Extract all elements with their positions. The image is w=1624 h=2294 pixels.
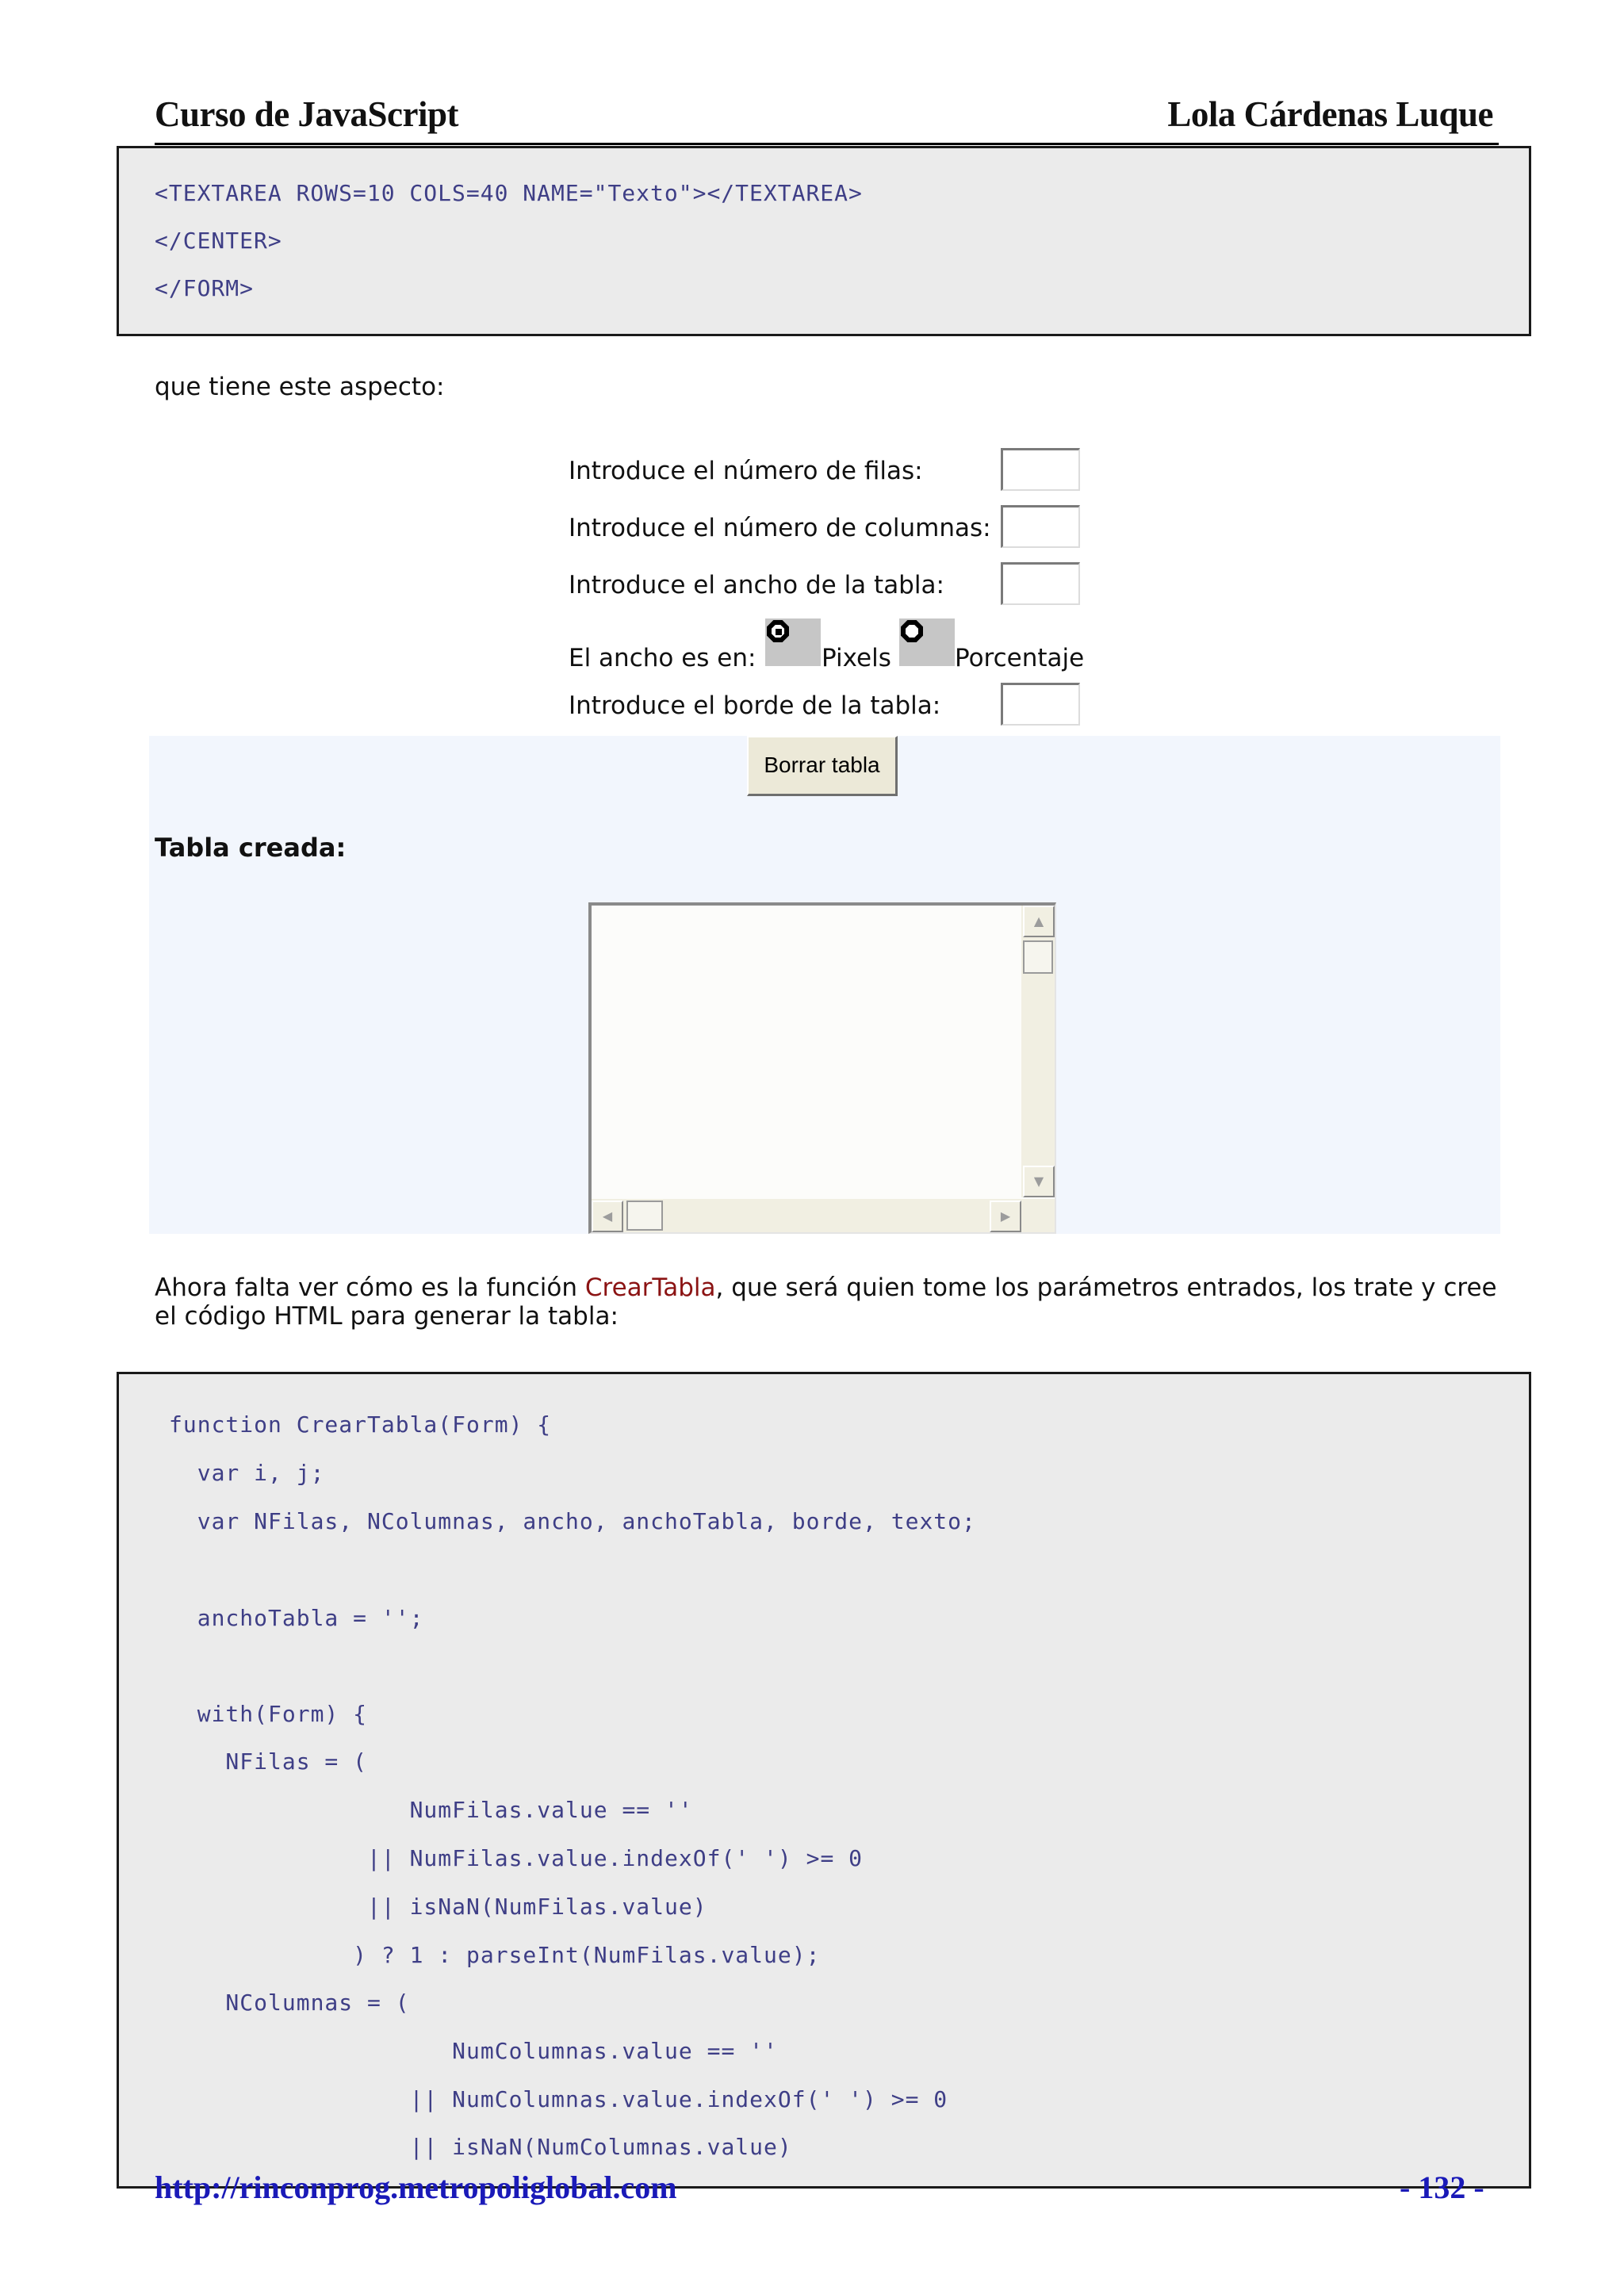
code-line: anchoTabla = ''; <box>169 1605 424 1631</box>
width-label: Introduce el ancho de la tabla: <box>569 571 944 599</box>
code-line: NFilas = ( <box>169 1748 368 1775</box>
code-line: ) ? 1 : parseInt(NumFilas.value); <box>169 1942 821 1968</box>
pixels-label: Pixels <box>822 644 891 672</box>
code-line: || NumFilas.value.indexOf(' ') >= 0 <box>169 1845 864 1871</box>
horizontal-scroll-thumb[interactable] <box>626 1201 663 1231</box>
code-line: var i, j; <box>169 1460 325 1486</box>
vertical-scroll-thumb[interactable] <box>1023 940 1053 974</box>
rows-label: Introduce el número de filas: <box>569 457 923 485</box>
code-line: <TEXTAREA ROWS=10 COLS=40 NAME="Texto"></TEXTAREA> <box>155 180 863 206</box>
rows-input[interactable] <box>1001 448 1080 491</box>
width-input[interactable] <box>1001 562 1080 605</box>
code-line: || isNaN(NumColumnas.value) <box>169 2134 792 2160</box>
header-divider <box>155 143 1499 145</box>
paragraph-text: , que será quien tome los parámetros entrados, los trate y cree el código HTML para generar la tabla: <box>155 1273 1497 1331</box>
percent-radio[interactable] <box>899 618 955 666</box>
vertical-scrollbar[interactable] <box>1021 906 1055 1197</box>
function-name-highlight: CrearTabla <box>584 1273 716 1302</box>
code-line: function CrearTabla(Form) { <box>169 1411 552 1438</box>
explanation-paragraph <box>155 1273 1503 1331</box>
scroll-left-icon[interactable]: ◀ <box>592 1201 623 1232</box>
scroll-down-icon[interactable]: ▼ <box>1023 1166 1055 1197</box>
header-author: Lola Cárdenas Luque <box>1167 94 1493 134</box>
scroll-right-icon[interactable]: ▶ <box>990 1201 1021 1232</box>
code-line: NColumnas = ( <box>169 1990 410 2016</box>
code-line: NumColumnas.value == '' <box>169 2038 778 2064</box>
code-line: </CENTER> <box>155 228 282 254</box>
result-textarea[interactable] <box>588 902 1056 1234</box>
page-number: - 132 - <box>1400 2170 1484 2205</box>
header-course-title: Curso de JavaScript <box>155 94 458 134</box>
scroll-corner <box>1021 1199 1055 1232</box>
border-label: Introduce el borde de la tabla: <box>569 691 941 720</box>
pixels-radio[interactable] <box>765 618 821 666</box>
border-input[interactable] <box>1001 683 1080 726</box>
percent-label: Porcentaje <box>955 644 1085 672</box>
code-line: || isNaN(NumFilas.value) <box>169 1894 707 1920</box>
paragraph-text: Ahora falta ver cómo es la función <box>155 1273 585 1302</box>
code-line: </FORM> <box>155 275 255 301</box>
footer-link[interactable]: http://rinconprog.metropoliglobal.com <box>155 2170 677 2205</box>
code-block-creartabla <box>117 1372 1531 2189</box>
created-table-title: Tabla creada: <box>155 833 347 863</box>
code-line: || NumColumnas.value.indexOf(' ') >= 0 <box>169 2086 948 2112</box>
cols-label: Introduce el número de columnas: <box>569 514 991 542</box>
clear-table-button[interactable]: Borrar tabla <box>747 736 898 796</box>
code-line: var NFilas, NColumnas, ancho, anchoTabla, borde, texto; <box>169 1508 976 1534</box>
scroll-up-icon[interactable]: ▲ <box>1023 906 1055 937</box>
horizontal-scrollbar[interactable] <box>592 1199 1021 1232</box>
cols-input[interactable] <box>1001 505 1080 548</box>
unit-label: El ancho es en: <box>569 644 756 672</box>
code-line: NumFilas.value == '' <box>169 1797 693 1823</box>
code-line: with(Form) { <box>169 1701 368 1727</box>
intro-text: que tiene este aspecto: <box>155 373 445 401</box>
code-block-form-end <box>117 146 1531 336</box>
